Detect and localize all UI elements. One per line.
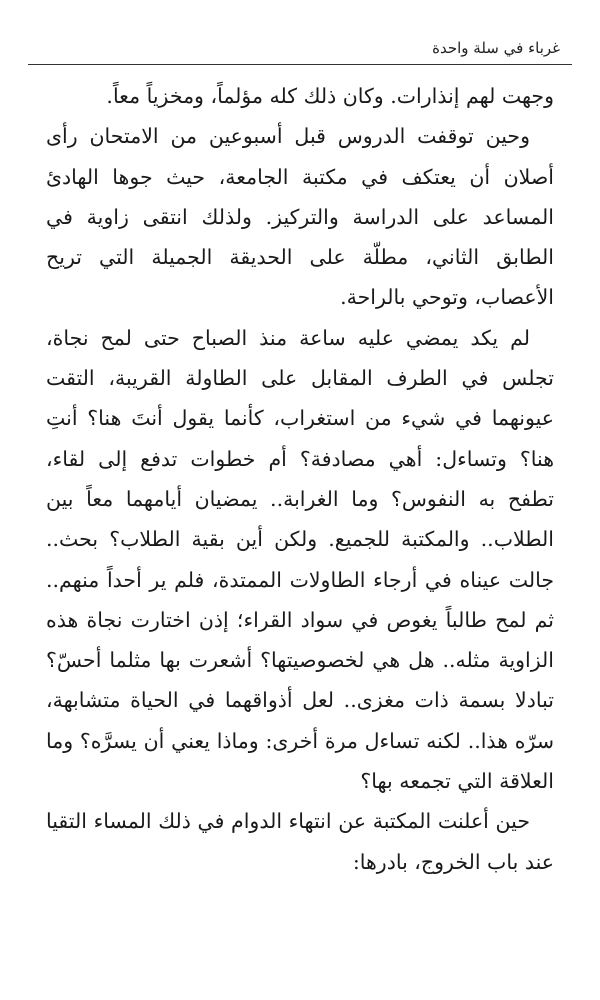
body-text	[46, 76, 554, 882]
running-header: غرباء في سلة واحدة	[432, 39, 560, 57]
paragraph: وجهت لهم إنذارات. وكان ذلك كله مؤلماً، ومخزياً معاً.	[106, 84, 554, 108]
paragraph: لم يكد يمضي عليه ساعة منذ الصباح حتى لمح نجاة، تجلس في الطرف المقابل على الطاولة القريبة، التقت عيونهما في شيء من استغراب، كأنما يقول أنتَ هنا؟ أنتِ هنا؟ وتساءل: أهي مصادفة؟ أم خطوات تدفع إلى لقاء، تطفح به النفوس؟ وما الغرابة.. يمضيان أيامهما معاً بين الطلاب.. والمكتبة للجميع. ولكن أين بقية الطلاب؟ بحث.. جالت عيناه في أرجاء الطاولات الممتدة، فلم ير أحداً منهم.. ثم لمح طالباً يغوص في سواد القراء؛ إذن اختارت نجاة هذه الزاوية مثله.. هل هي لخصوصيتها؟ أشعرت بها مثلما أحسّ؟ تبادلا بسمة ذات مغزى.. لعل أذواقهما في الحياة متشابهة، سرّه هذا.. لكنه تساءل مرة أخرى: وماذا يعني أن يسرَّه؟ وما العلاقة التي تجمعه بها؟	[46, 325, 554, 794]
paragraph: وحين توقفت الدروس قبل أسبوعين من الامتحان رأى أصلان أن يعتكف في مكتبة الجامعة، حيث جوها الهادئ المساعد على الدراسة والتركيز. ولذلك انتقى زاوية في الطابق الثاني، مطلّة على الحديقة الجميلة التي تريح الأعصاب، وتوحي بالراحة.	[46, 124, 554, 310]
paragraph: حين أعلنت المكتبة عن انتهاء الدوام في ذلك المساء التقيا عند باب الخروج، بادرها:	[46, 809, 554, 874]
header-rule	[28, 64, 572, 65]
